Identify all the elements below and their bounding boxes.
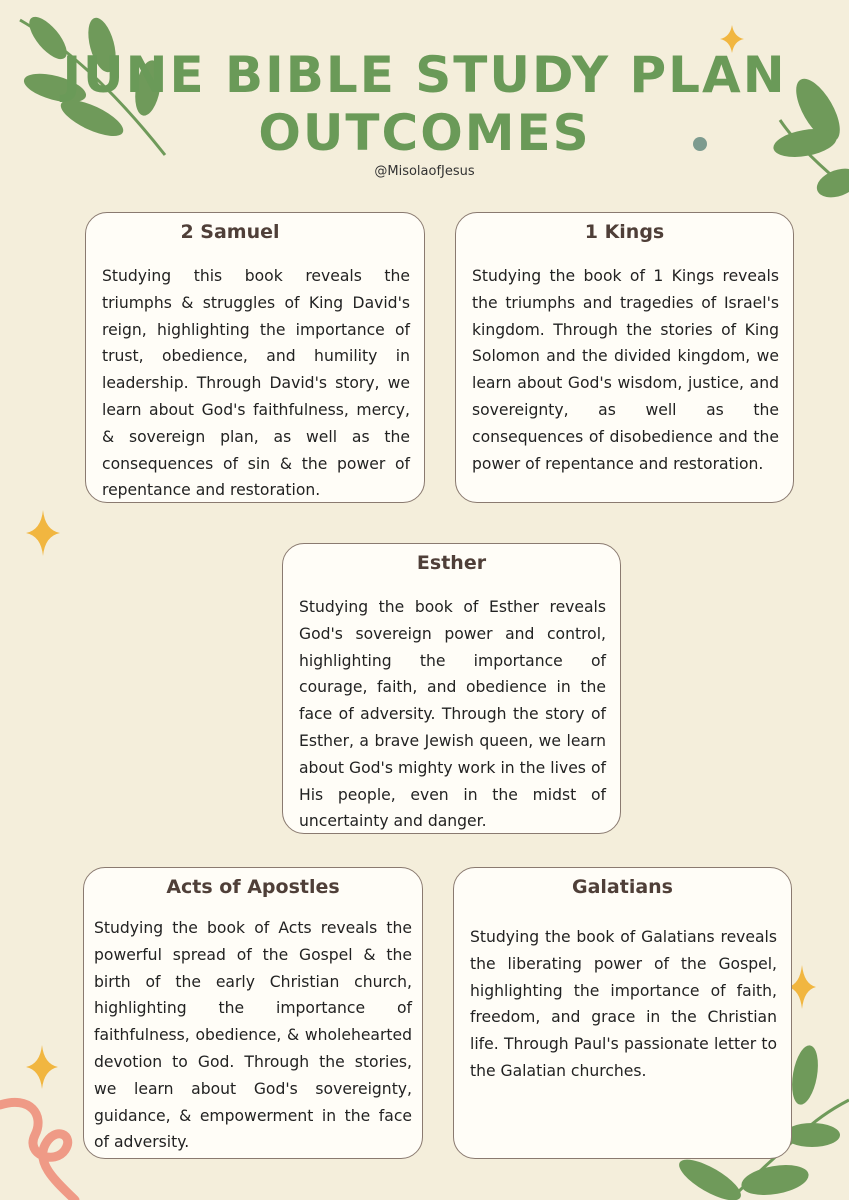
squiggle-icon bbox=[0, 1090, 90, 1200]
card-text: Studying the book of Acts reveals the powerful spread of the Gospel & the birth of the early Christian church, highlighting the importance of faithfulness, obedience, & wholehearted devotion to God. Through the stories, we learn about God's sovereignty, guidance, & empowerment in the face of adversity. bbox=[94, 919, 412, 1152]
card-text: Studying the book of Galatians reveals the liberating power of the Gospel, highlighting the importance of faith, freedom, and grace in the Christian life. Through Paul's passionate letter to the Galatian churches. bbox=[470, 928, 777, 1080]
card-title: Acts of Apostles bbox=[166, 876, 340, 898]
sparkle-icon bbox=[26, 1045, 58, 1089]
card-title: 2 Samuel bbox=[180, 221, 280, 243]
card-text: Studying this book reveals the triumphs & struggles of King David's reign, highlighting the importance of trust, obedience, and humility in leadership. Through David's story, we learn about God's faithfulness, mercy, & sovereign plan, as well as the consequences of sin & the power of repentance and restoration. bbox=[102, 267, 410, 500]
card-title: Galatians bbox=[571, 876, 673, 898]
author-handle: @MisolaofJesus bbox=[374, 164, 475, 179]
sparkle-icon bbox=[788, 965, 816, 1009]
card-text: Studying the book of 1 Kings reveals the triumphs and tragedies of Israel's kingdom. Through the stories of King Solomon and the divided kingdom, we learn about God's wisdom, justice, and sovereignty, as well as the consequences of disobedience and the power of repentance and restoration. bbox=[472, 267, 779, 473]
page-title-line1: JUNE BIBLE STUDY PLAN bbox=[62, 46, 787, 104]
card-2-samuel bbox=[85, 212, 425, 503]
card-galatians bbox=[453, 867, 792, 1159]
card-esther bbox=[282, 543, 621, 834]
sparkle-icon bbox=[26, 510, 60, 556]
card-title: 1 Kings bbox=[584, 221, 665, 243]
card-text: Studying the book of Esther reveals God's sovereign power and control, highlighting the importance of courage, faith, and obedience in the face of adversity. Through the story of Esther, a brave Jewish queen, we learn about God's mighty work in the lives of His people, even in the midst of uncertainty and danger. bbox=[299, 598, 606, 831]
card-title: Esther bbox=[416, 552, 487, 574]
card-acts-of-apostles bbox=[83, 867, 423, 1159]
page-title-line2: OUTCOMES bbox=[258, 104, 591, 162]
card-1-kings bbox=[455, 212, 794, 503]
